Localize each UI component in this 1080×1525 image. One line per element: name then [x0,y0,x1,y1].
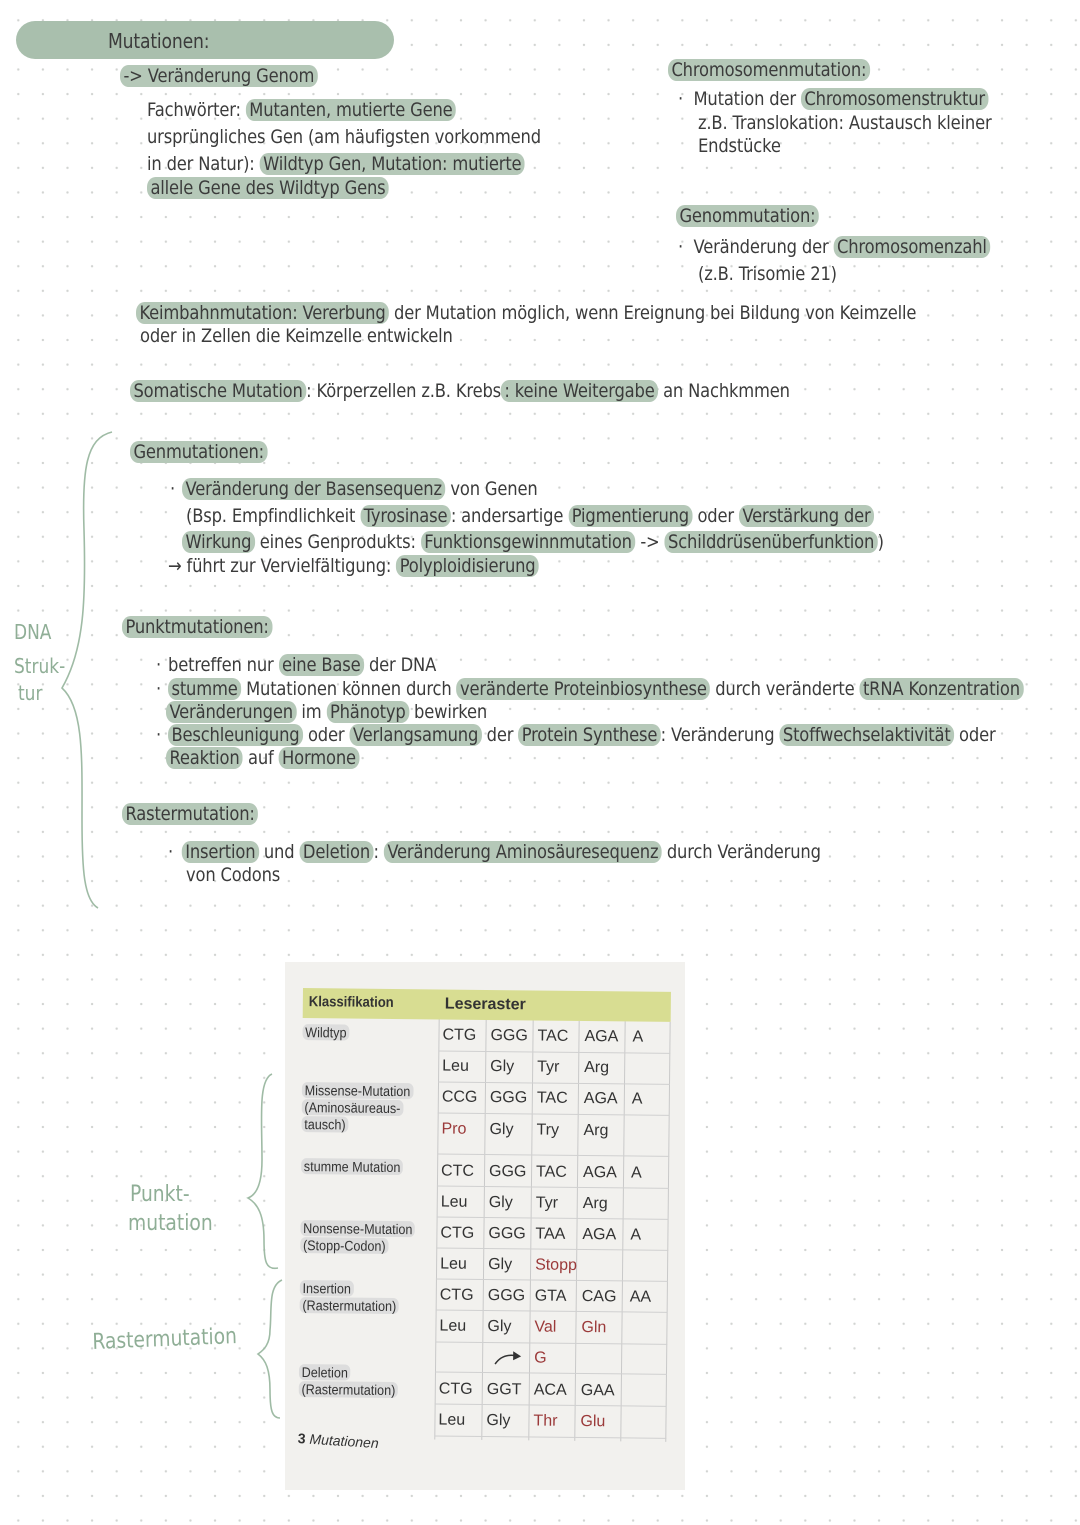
table-row: stumme Mutation CTC GGG TAC AGA A [297,1154,669,1189]
row-label-insertion: Insertion (Rastermutation) [300,1280,426,1315]
genmutationen-line-4: → führt zur Vervielfältigung: Polyploidisierung [168,555,539,578]
genommutation-line-2: (z.B. Trisomie 21) [698,263,837,285]
punktmutationen-line-5: Reaktion auf Hormone [166,747,359,770]
table-label-punkt-1: Punkt- [130,1182,190,1207]
genommutation-line-1: · Veränderung der Chromosomenzahl [678,236,990,259]
punktmutationen-line-1: · betreffen nur eine Base der DNA [156,654,437,676]
genommutation-title: Genommutation: [676,205,819,228]
chromosomenmutation-line-2: z.B. Translokation: Austausch kleiner [698,112,992,134]
mutation-table-image [285,962,685,1490]
side-label-struk: Struk- [14,654,66,678]
table-row: Wildtyp CTG GGG TAC AGA A [298,1018,670,1053]
row-label-deletion: Deletion (Rastermutation) [299,1364,425,1399]
side-label-tur: tur [18,681,43,705]
genmutationen-line-3: Wirkung eines Genprodukts: Funktionsgewinnmutation -> Schilddrüsenüberfunktion ) [182,531,884,554]
punktmutationen-line-4: · Beschleunigung oder Verlangsamung der Protein Synthese : Veränderung Stoffwechselaktivität oder [156,724,996,746]
table-row: Insertion (Rastermutation) CTG GGG GTA CAG AA [296,1278,668,1313]
punktmutationen-title: Punktmutationen: [122,616,272,639]
inserted-base: G [534,1349,547,1367]
genom-line: -> Veränderung Genom [120,65,318,88]
table-row: Leu Gly Val Gln [439,1317,607,1337]
fachwoerter-line-4: allele Gene des Wildtyp Gens [147,177,389,200]
fachwoerter-line-3: in der Natur): Wildtyp Gen, Mutation: mutierte [147,153,525,176]
side-label-dna: DNA [14,620,52,644]
table-row: Nonsense-Mutation (Stopp-Codon) CTG GGG TAA AGA A [296,1216,668,1251]
rastermutation-line-1: · Insertion und Deletion : Veränderung Aminosäuresequenz durch Veränderung [168,841,821,863]
fachwoerter-line-1: Fachwörter: Mutanten, mutierte Gene [147,99,456,122]
chromosomenmutation-line-1: · Mutation der Chromosomenstruktur [678,88,988,111]
table-row: Pro Gly Try Arg [441,1120,609,1140]
page-title: Mutationen: [108,29,210,53]
row-label-wildtyp: Wildtyp [302,1024,428,1042]
somatisch-line: Somatische Mutation : Körperzellen z.B. Krebs : keine Weitergabe an Nachkmmen [130,380,790,403]
rastermutation-line-2: von Codons [186,864,281,886]
table-row: Leu Gly Tyr Arg [440,1193,608,1213]
table-row: Leu Gly Thr Glu [438,1411,606,1431]
fachwoerter-line-2: ursprüngliches Gen (am häufigsten vorkommend [147,126,541,148]
mutation-table [297,988,671,1452]
chromosomenmutation-title: Chromosomenmutation: [668,59,870,82]
table-caption: 3 Mutationen [297,1430,380,1452]
genmutationen-line-2: (Bsp. Empfindlichkeit Tyrosinase : andersartige Pigmentierung oder Verstärkung der [186,505,874,528]
insertion-arrow-icon [493,1348,529,1368]
table-label-raster: Rastermutation [92,1324,238,1355]
chromosomenmutation-line-3: Endstücke [698,135,781,157]
row-label-nonsense: Nonsense-Mutation (Stopp-Codon) [300,1220,426,1255]
table-row: Leu Gly Stopp [440,1255,578,1274]
header-leseraster: Leseraster [444,995,526,1014]
row-label-stumme: stumme Mutation [301,1158,427,1176]
rastermutation-title: Rastermutation: [122,803,258,826]
table-header [303,988,671,1022]
table-row: Deletion (Rastermutation) CTG GGT ACA GAA [295,1372,667,1407]
table-label-punkt-2: mutation [128,1211,213,1236]
keimbahn-line-1: Keimbahnmutation: Vererbung der Mutation möglich, wenn Ereignung bei Bildung von Keimzelle [136,302,916,325]
punktmutationen-line-2: · stumme Mutationen können durch veränderte Proteinbiosynthese durch veränderte tRNA Konzentration [156,678,1023,701]
genmutationen-line-1: · Veränderung der Basensequenz von Genen [170,478,538,500]
keimbahn-line-2: oder in Zellen die Keimzelle entwickeln [140,325,453,347]
row-label-missense: Missense-Mutation (Aminosäureaus- tausch) [301,1082,428,1134]
header-klassifikation: Klassifikation [308,994,394,1011]
genmutationen-title: Genmutationen: [130,441,267,464]
table-row: Leu Gly Tyr Arg [442,1057,610,1077]
table-row: Missense-Mutation (Aminosäureaus- tausch) CCG GGG TAC AGA A [298,1080,670,1115]
punktmutationen-line-3: Veränderungen im Phänotyp bewirken [166,701,487,724]
